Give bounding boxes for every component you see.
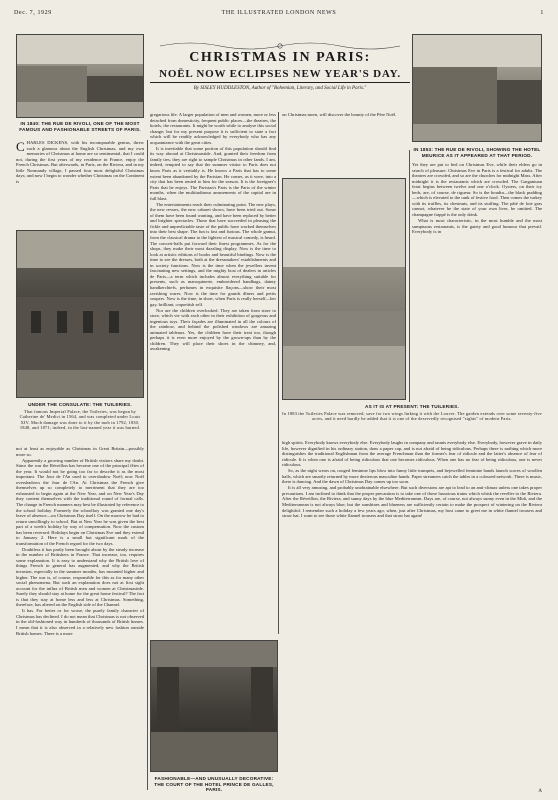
title-block xyxy=(150,40,410,106)
column-3-bottom: high spirits. Everybody knows everybody else. Everybody laughs in company and taunts everybody else. Everybody, however grave in daily life, however dignified in his ordinary station, dons a paper cap, and is not afraid of being ridiculous. Perhaps there is nothing which more distinguishes the traditional Englishman from the average Frenchman than the former's fear of ridicule and the latter's absence of fear of ridicule. It is when one is afraid of being ridiculous that one becomes ridiculous. When one has no fear of being ridiculous, one is never ridiculous. So, as the night wears on, rouged feminine lips blow into funny little trumpets, and bejewelled feminine hands launch scores of woollen balls, which are smartly returned by more dexterous masculine hands. Paper streamers catch the tables in a coloured network. There is music, there is dancing. And the dawn of Christmas Day comes up too soon. It is all very amusing, and probably unobtainable elsewhere. But such diversions are apt to lead to an anti-climax unless one takes proper precautions. I am inclined to think that the proper precaution is to take one of those luxurious trains which whisk the reveller to the Riviera. After the Réveillon, the Riviera, and sunny days by the blue Mediterranean. Days are, of course, not always sunny even in the Midi, and the Mediterranean is not always blue; but the sunshines and blueness are sufficiently certain to make the prospect of wintering on the Riviera delightful. I remember such a holiday a few years ago, when, just after Christmas, my host came to greet me in white flannel trousers and straw hat. I want to see those white flannel trousers and that straw hat again! xyxy=(282,440,542,519)
footer-mark: A xyxy=(538,789,542,794)
page-number: 1 xyxy=(540,10,544,16)
column-3-top: on Christmas morn, will discover the bounty of the Père Noël. xyxy=(282,112,397,117)
column-2: gregarious life. A larger population of men and women, more or less detached from domesticity, frequent public places—the theatres, the hotels, the restaurants. It might be worth while to analyse this social change; but for my present purpose it is sufficient to state a fact which will be readily acknowledged by everybody who has any acquaintance with the great cities. It is inevitable that some portion of this population should find its way abroad at Christmastide. And, granted their freedom from family ties, they are right to sample Christmas in other lands. I am, indeed, tempted to say that the summer visitor to Paris does not know Paris as it veritably is. He knows a Paris that has to some extent been abandoned by the Parisian. He comes, as it were, into a city that has been rented to him for the season. It is the foreigner's Paris that he enjoys. The Parisian's Paris is the Paris of the winter months, when the multitudinous amusements of the capital are in full blast. The entertainments reach their culminating point. The new plays, the new revues, the new cabaret shows, have been tried out. Some of them have been found wanting, and have been replaced by better and brighter spectacles. Those that have succeeded in pleasing the fickle and unpredictable taste of the public have worked themselves into their best shape. The fun is fast and furious. The whole gamut, from the classical drama to the lightest of musical comedy, is heard. The concert-halls put forward their finest programmes. As for the shops, they make their most dazzling display. Now is the time to look at artistic editions of books and beautiful bindings. Now is the time to see the dresses, both at the dressmakers' establishments and in society functions. Now is the time when the jewellers invent fascinating new settings, and the mighty host of dealers in articles de Paris—a term which includes almost everything suitable for presents, such as maroquinerie, embroidered handbags, dainty handkerchiefs, perfumes in exquisite flaçons—show their most ravishing wares. Now is the time for grands dîners and petits soupers. Now is the time, in short, when Paris is really herself—her gay, brilliant, coquettish self. Nor are the children overlooked. They are taken from store to store, which vie with each other in their exhibition of gorgeous and ingenious toys. Their façades are illuminated in all the colours of the rainbow, and behind the polished windows are amazing animated tableaux. Yes, the children have their treat too, though perhaps it is even more enjoyed by the grown-ups than by the children. They will place their shoes in the chimney, and, awakening xyxy=(150,112,276,352)
photo-hotel-meurice-1853 xyxy=(412,34,542,142)
caption-tuileries-consulate-title: UNDER THE CONSULATE: THE TUILERIES. xyxy=(28,402,132,407)
caption-tuileries-present-text: In 1883 the Tuileries Palace was removed, save for two wings linking it with the Louvre. The garden extends over some seventy-five acres, and it need hardly be added that it is one of the deservedly recognised "sights" of modern Paris. xyxy=(282,410,542,422)
article-title: CHRISTMAS IN PARIS: xyxy=(189,50,371,65)
caption-tuileries-present-title: AS IT IS AT PRESENT: THE TUILERIES. xyxy=(365,404,459,409)
publication-name: THE ILLUSTRATED LONDON NEWS xyxy=(221,10,337,16)
caption-top-left: IN 1840: THE RUE DE RIVOLI, ONE OF THE MOST FAMOUS AND FASHIONABLE STREETS OF PARIS. xyxy=(19,121,141,132)
caption-top-right: IN 1853: THE RUE DE RIVOLI, SHOWING THE HOTEL MEURICE AS IT APPEARED AT THAT PERIOD. xyxy=(413,147,541,158)
photo-tuileries-consulate xyxy=(16,230,144,398)
title-rule xyxy=(150,82,410,83)
caption-tuileries-consulate-text: That famous Imperial Palace, the Tuileries, was begun by Catherine de' Medici in 1564, and was completed under Louis XIV. Much damage was done to it by the mob in 1792, 1830, 1848, and 1871; indeed, in the last-named year it was burned. xyxy=(19,408,141,431)
caption-tuileries-consulate xyxy=(16,402,144,431)
column-1-bottom: not at least as enjoyable as Christmas in Great Britain—possibly more so. Apparently a growing number of British visitors share my doubt. Since the war the Réveillon has become one of the principal fêtes of the year. It would not be going too far to describe it as the most important. The Jour de l'An used to overshadow Noël; now Noël overshadows the Jour de l'An. At Christmas the French give themselves up so completely to merriment that they are too exhausted to begin again at the New Year, and on New Year's Day they content themselves with the traditional round of formal calls. The change in French manners may best be illustrated by reference to the school holiday. Formerly the schoolboy was granted one day's leave of absence—on Christmas Day itself. On the morrow he had to return unwillingly to school. But at New Year he was given the best part of a week's holiday by way of compensation. Now the custom has been reversed. Holidays begin on Christmas Eve and they extend to January 2. Here is a small but significant mark of the transformation of the French regard for the two days. Doubtless it has partly been brought about by the steady increase in the number of Britishers in France. That increase, too, requires some explanation. It is easy to understand why the British love of things French in general has augmented, and why the British invasion, especially in the summer months, has mounted higher and higher. The war is, of course, responsible for this as for many other social phenomena. But such an explanation does not at first sight account for the influx of British men and women at Christmastide. Surely they should stay at home for the great home festival? The fact is that they stay at home less and less at Christmas. Something, therefore, has altered on the English side of the Channel. It has. For better or for worse, the purely family character of Christmas has declined. I do not mean that Christmas is not observed in the old-fashioned way in hundreds of thousands of British homes. I mean that it is also observed in a relatively new fashion outside British homes. There is a more xyxy=(16,446,144,636)
photo-tuileries-present xyxy=(282,178,406,400)
column-rule-2 xyxy=(278,112,279,634)
photo-hotel-prince-de-galles-court xyxy=(150,640,278,772)
article-subtitle: NOËL NOW ECLIPSES NEW YEAR'S DAY. xyxy=(159,68,401,80)
drop-cap: C xyxy=(16,140,25,154)
caption-hotel-prince-de-galles: FASHIONABLE—AND UNUSUALLY DECORATIVE: THE COURT OF THE HOTEL PRINCE DE GALLES, PARIS. xyxy=(154,776,274,793)
column-1-top xyxy=(16,140,144,226)
caption-tuileries-present xyxy=(282,404,542,422)
column-4-top: Yet they are put to bed on Christmas Eve, while their elders go in search of pleasure. Christmas Eve in Paris is a festival for adults. The theatres are crowded, and so are the churches for midnight Mass. After midnight it is the restaurants which are crowded. The Gargantuan feast begins between twelve and one o'clock. Oysters, on their icy beds, are, of course, de rigueur. So is the boudin—the black pudding—which is elevated to the rank of festive food. Then comes the turkey with its truffles, its chestnuts, and its stuffing. The pâté de foie gras cannot, whatever be the state of your own liver, be omitted. The champagne frappé is the only drink. What is most characteristic, in the most humble and the most sumptuous restaurants, is the gaiety and good humour that prevail. Everybody is in xyxy=(412,162,542,235)
photo-rue-de-rivoli-1840 xyxy=(16,34,144,118)
opening-paragraph: CHARLES DICKENS, with his incomparable genius, threw such a glamour about the English Christmas, and my own memories of Christmas at home are so sentimental, that I could not, during the first years of my residence in France, enjoy the French Christmas. But afterwards, in Paris, on the Riviera, and in my little Normandy village, I passed four most delightful Christmas days; and now I begin to wonder whether Christmas on the Continent is xyxy=(16,140,144,184)
column-rule-3 xyxy=(409,150,410,402)
column-rule-1 xyxy=(147,140,148,790)
running-head xyxy=(14,10,544,20)
article-byline: By SISLEY HUDDLESTON, Author of "Bohemian, Literary, and Social Life in Paris." xyxy=(193,86,367,91)
issue-date: Dec. 7, 1929 xyxy=(14,10,52,16)
